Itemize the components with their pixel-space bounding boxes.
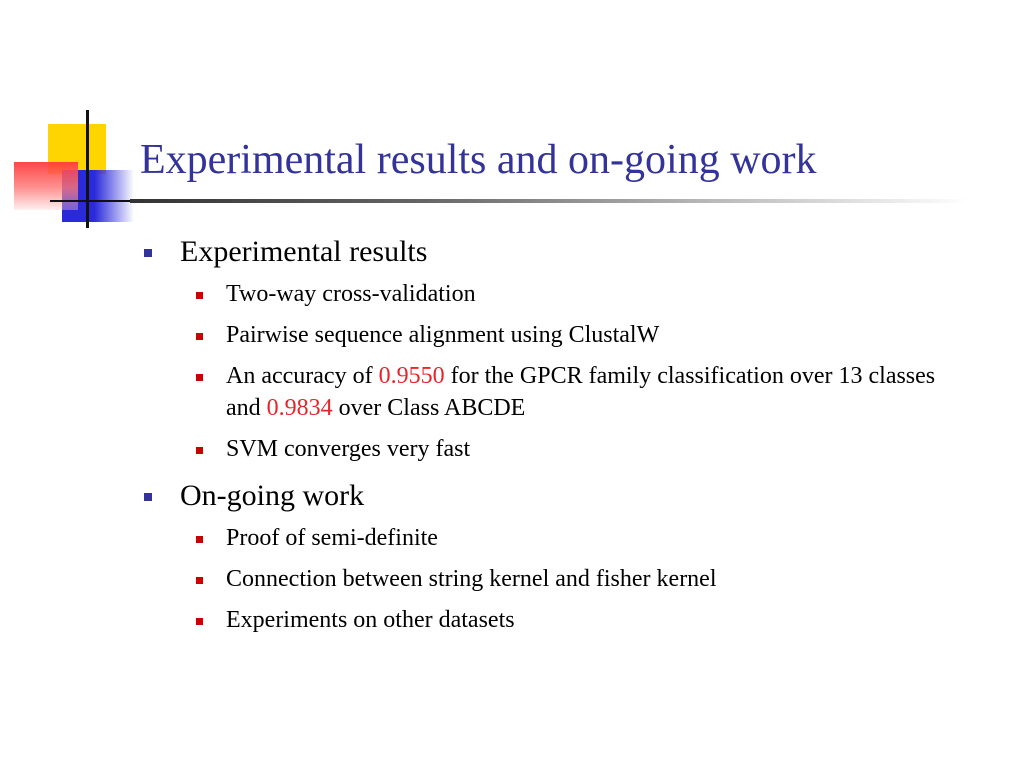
square-bullet-icon (144, 493, 152, 501)
title-underline-divider (130, 199, 970, 203)
square-bullet-icon (196, 333, 203, 340)
list-item-text: Proof of semi-definite (226, 525, 438, 551)
section-heading-experimental-results (143, 232, 963, 272)
list-item-text: Experiments on other datasets (226, 607, 515, 633)
section-heading-text: Experimental results (180, 235, 428, 268)
vertical-line-shape (86, 110, 89, 228)
list-item-text: Pairwise sequence alignment using ClustalW (226, 322, 660, 348)
list-item (195, 522, 963, 554)
list-item (195, 433, 963, 465)
list-item-text: Connection between string kernel and fisher kernel (226, 566, 717, 592)
list-item-text: SVM converges very fast (226, 436, 471, 462)
list-item (195, 319, 963, 351)
square-bullet-icon (196, 447, 203, 454)
red-square-shape (14, 162, 78, 210)
list-item-text-part: for the GPCR family classification over 13 classes and (226, 363, 936, 421)
section-heading-on-going-work (143, 476, 963, 516)
slide-title: Experimental results and on-going work (140, 137, 817, 183)
square-bullet-icon (196, 618, 203, 625)
list-item (195, 563, 963, 595)
list-item-accuracy (195, 360, 963, 424)
list-item (195, 604, 963, 636)
list-item-text-part: An accuracy of (226, 363, 379, 389)
list-item-text: Two-way cross-validation (226, 281, 476, 307)
square-bullet-icon (196, 577, 203, 584)
list-item (195, 278, 963, 310)
decorative-logo-graphic (0, 0, 150, 240)
section-heading-text: On-going work (180, 479, 365, 512)
square-bullet-icon (196, 292, 203, 299)
list-item-text-part: over Class ABCDE (332, 395, 526, 421)
square-bullet-icon (196, 536, 203, 543)
accuracy-value-gpcr: 0.9550 (378, 363, 445, 389)
accuracy-value-class-abcde: 0.9834 (266, 395, 333, 421)
slide-body (143, 232, 963, 645)
square-bullet-icon (144, 249, 152, 257)
square-bullet-icon (196, 374, 203, 381)
